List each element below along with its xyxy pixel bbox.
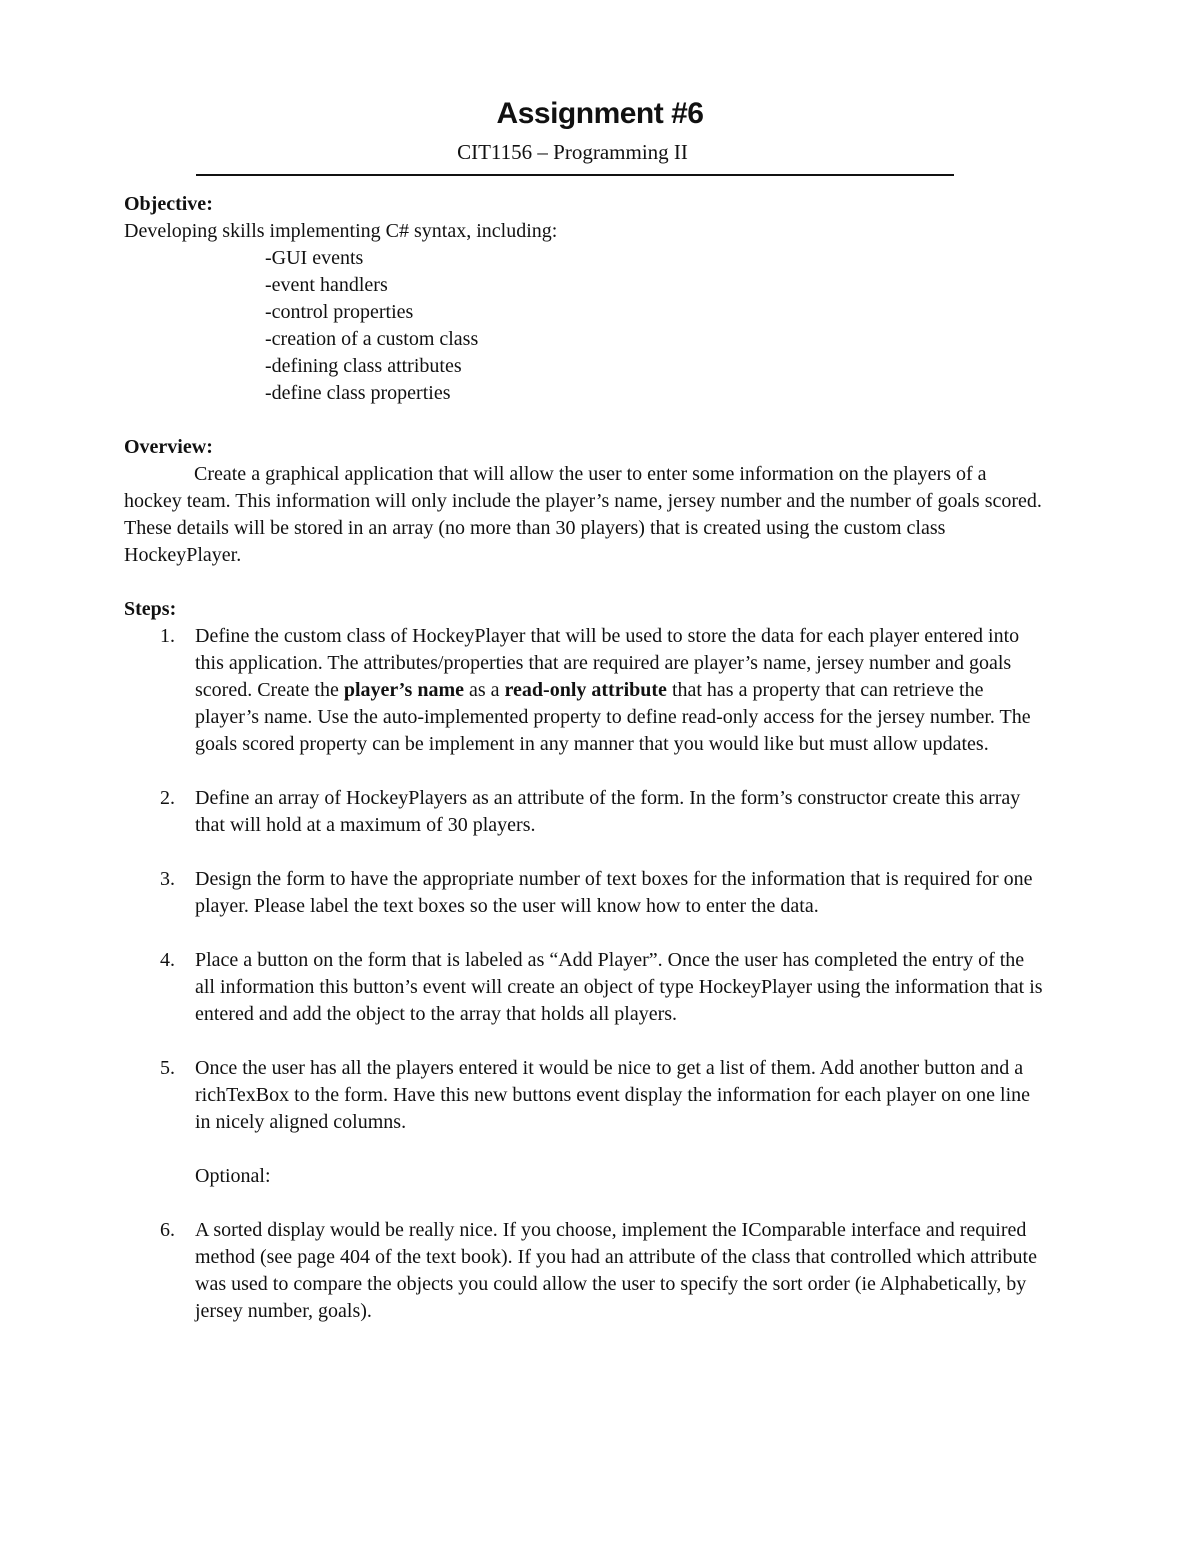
overview-section	[124, 434, 1044, 569]
objective-item: -GUI events	[265, 247, 364, 269]
step-text-part: that has a property that can retrieve the player’s name. Use the auto-implemented property to define read-only access for the jersey number. The goals scored property can be implement in any manner that you would like but must allow updates.	[195, 679, 1031, 755]
step-text: Once the user has all the players entered it would be nice to get a list of them. Add another button and a richTexBox to the form. Have this new buttons event display the information for each player on one line in nicely aligned columns.	[195, 1057, 1031, 1133]
section-spacer	[124, 407, 1044, 434]
step-text	[195, 623, 1044, 758]
step-text-part: Define the custom class of HockeyPlayer that will be used to store the data for each player entered into this application. The attributes/properties that are required are player’s name, jersey number and goals scored. Create the	[195, 625, 1020, 701]
step-item-6	[124, 1217, 1044, 1325]
header-divider	[196, 174, 954, 176]
step-number: 6.	[160, 1219, 175, 1241]
step-item-2	[124, 785, 1044, 839]
overview-heading: Overview:	[124, 436, 213, 458]
steps-section	[124, 596, 1044, 1325]
objective-item: -define class properties	[265, 382, 451, 404]
objective-heading: Objective:	[124, 193, 213, 215]
objective-item: -event handlers	[265, 274, 388, 296]
objective-intro: Developing skills implementing C# syntax, including:	[124, 220, 558, 242]
document-body	[124, 191, 1044, 1325]
step-number: 1.	[160, 625, 175, 647]
optional-label: Optional:	[195, 1165, 271, 1187]
step-number: 5.	[160, 1057, 175, 1079]
objective-item: -defining class attributes	[265, 355, 462, 377]
step-item-3	[124, 866, 1044, 920]
step-text: Design the form to have the appropriate number of text boxes for the information that is required for one player. Please label the text boxes so the user will know how to enter the data.	[195, 868, 1033, 917]
step-text: A sorted display would be really nice. If you choose, implement the IComparable interface and required method (see page 404 of the text book). If you had an attribute of the class that controlled which attribute was used to compare the objects you could allow the user to specify the sort order (ie Alphabetically, by jersey number, goals).	[195, 1219, 1037, 1322]
step-text-part: as a	[463, 679, 505, 701]
step-item-4	[124, 947, 1044, 1028]
step-text: Define an array of HockeyPlayers as an attribute of the form. In the form’s constructor create this array that will hold at a maximum of 30 players.	[195, 787, 1021, 836]
step-text-bold: read-only attribute	[504, 679, 667, 701]
step-number: 2.	[160, 787, 175, 809]
document-subtitle: CIT1156 – Programming II	[457, 140, 688, 164]
objective-list	[124, 245, 1044, 407]
steps-list	[124, 623, 1044, 1325]
section-spacer	[124, 569, 1044, 596]
step-number: 4.	[160, 949, 175, 971]
steps-heading: Steps:	[124, 598, 177, 620]
step-text: Place a button on the form that is labeled as “Add Player”. Once the user has completed the entry of the all information this button’s event will create an object of type HockeyPlayer using the information that is entered and add the object to the array that holds all players.	[195, 949, 1043, 1025]
document-title: Assignment #6	[496, 97, 704, 130]
optional-spacer	[195, 1136, 1044, 1163]
step-text-bold: player’s name	[343, 679, 464, 701]
objective-item: -creation of a custom class	[265, 328, 479, 350]
step-item-5	[124, 1055, 1044, 1190]
objective-section	[124, 191, 1044, 407]
overview-text: Create a graphical application that will allow the user to enter some information on the players of a hockey team. This information will only include the player’s name, jersey number and the number of goals scored. These details will be stored in an array (no more than 30 players) that is created using the custom class HockeyPlayer.	[124, 463, 1042, 566]
step-item-1	[124, 623, 1044, 758]
objective-item: -control properties	[265, 301, 414, 323]
step-number: 3.	[160, 868, 175, 890]
